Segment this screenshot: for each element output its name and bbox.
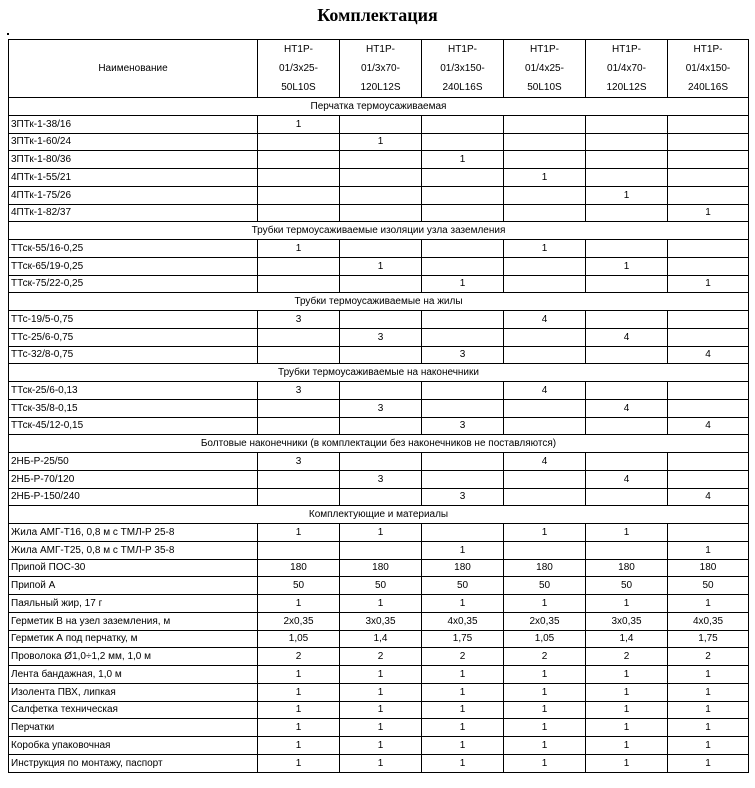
quantity-cell: 50	[258, 577, 340, 595]
quantity-cell	[586, 169, 668, 187]
quantity-cell: 1	[504, 719, 586, 737]
quantity-cell	[258, 417, 340, 435]
quantity-cell: 1,05	[504, 630, 586, 648]
item-name: Герметик А под перчатку, м	[9, 630, 258, 648]
quantity-cell: 2	[422, 648, 504, 666]
table-row	[9, 595, 749, 613]
quantity-cell: 1	[504, 240, 586, 258]
quantity-cell	[586, 275, 668, 293]
quantity-cell: 1	[422, 737, 504, 755]
quantity-cell	[340, 240, 422, 258]
quantity-cell: 1	[504, 595, 586, 613]
quantity-cell: 1	[422, 701, 504, 719]
quantity-cell: 1	[668, 204, 749, 222]
quantity-cell	[504, 151, 586, 169]
quantity-cell: 4х0,35	[422, 612, 504, 630]
quantity-cell	[668, 240, 749, 258]
table-row	[9, 524, 749, 542]
quantity-cell: 4х0,35	[668, 612, 749, 630]
quantity-cell: 180	[586, 559, 668, 577]
table-row	[9, 382, 749, 400]
quantity-cell	[422, 186, 504, 204]
quantity-cell: 1	[258, 754, 340, 772]
table-row	[9, 328, 749, 346]
item-name: 4ПТк-1-82/37	[9, 204, 258, 222]
quantity-cell	[422, 328, 504, 346]
item-name: ТТск-35/8-0,15	[9, 399, 258, 417]
quantity-cell	[586, 151, 668, 169]
quantity-cell: 1	[668, 754, 749, 772]
quantity-cell	[422, 382, 504, 400]
quantity-cell	[340, 488, 422, 506]
quantity-cell: 1	[586, 719, 668, 737]
quantity-cell: 1	[340, 257, 422, 275]
table-row	[9, 683, 749, 701]
quantity-cell	[422, 169, 504, 187]
item-name: Проволока Ø1,0÷1,2 мм, 1,0 м	[9, 648, 258, 666]
quantity-cell: 1	[504, 524, 586, 542]
quantity-cell: 3	[258, 311, 340, 329]
quantity-cell: 1	[504, 683, 586, 701]
quantity-cell: 4	[586, 328, 668, 346]
item-name: ТТс-32/8-0,75	[9, 346, 258, 364]
quantity-cell	[340, 204, 422, 222]
spec-table-body	[9, 98, 749, 773]
quantity-cell: 1	[258, 595, 340, 613]
quantity-cell	[668, 257, 749, 275]
dot-mark	[7, 33, 9, 35]
item-name: ТТск-75/22-0,25	[9, 275, 258, 293]
item-name: 4ПТк-1-55/21	[9, 169, 258, 187]
quantity-cell	[258, 169, 340, 187]
table-row	[9, 417, 749, 435]
quantity-cell: 1	[668, 737, 749, 755]
item-name: ТТс-19/5-0,75	[9, 311, 258, 329]
quantity-cell	[504, 399, 586, 417]
item-name: Перчатки	[9, 719, 258, 737]
table-row	[9, 541, 749, 559]
quantity-cell: 1,4	[340, 630, 422, 648]
quantity-cell	[504, 328, 586, 346]
item-name: Жила АМГ-Т16, 0,8 м с ТМЛ-Р 25-8	[9, 524, 258, 542]
quantity-cell: 1,75	[422, 630, 504, 648]
quantity-cell: 1	[504, 701, 586, 719]
section-title: Комплектующие и материалы	[9, 506, 749, 524]
quantity-cell	[504, 186, 586, 204]
section-row	[9, 222, 749, 240]
section-title: Трубки термоусаживаемые на наконечники	[9, 364, 749, 382]
table-row	[9, 169, 749, 187]
quantity-cell: 50	[340, 577, 422, 595]
quantity-cell: 4	[668, 417, 749, 435]
quantity-cell	[258, 133, 340, 151]
quantity-cell	[340, 186, 422, 204]
quantity-cell	[668, 169, 749, 187]
item-name: Припой ПОС-30	[9, 559, 258, 577]
quantity-cell	[258, 470, 340, 488]
quantity-cell: 4	[668, 488, 749, 506]
item-name: Жила АМГ-Т25, 0,8 м с ТМЛ-Р 35-8	[9, 541, 258, 559]
item-name: 2НБ-Р-25/50	[9, 453, 258, 471]
quantity-cell	[340, 346, 422, 364]
quantity-cell	[586, 240, 668, 258]
quantity-cell: 1	[258, 701, 340, 719]
table-row	[9, 346, 749, 364]
quantity-cell	[586, 204, 668, 222]
quantity-cell	[504, 488, 586, 506]
quantity-cell: 1	[340, 524, 422, 542]
quantity-cell	[586, 133, 668, 151]
quantity-cell	[586, 541, 668, 559]
quantity-cell	[668, 311, 749, 329]
item-name: Коробка упаковочная	[9, 737, 258, 755]
column-header: НТ1Р- 01/3х150- 240L16S	[422, 40, 504, 98]
item-name: Изолента ПВХ, липкая	[9, 683, 258, 701]
quantity-cell: 1	[668, 666, 749, 684]
quantity-cell: 3	[422, 488, 504, 506]
section-row	[9, 364, 749, 382]
quantity-cell: 1	[422, 719, 504, 737]
quantity-cell: 50	[668, 577, 749, 595]
quantity-cell	[340, 453, 422, 471]
quantity-cell: 1	[422, 275, 504, 293]
column-header: НТ1Р- 01/4х150- 240L16S	[668, 40, 749, 98]
quantity-cell	[258, 328, 340, 346]
quantity-cell: 1	[340, 737, 422, 755]
quantity-cell: 1	[340, 666, 422, 684]
quantity-cell	[504, 417, 586, 435]
table-row	[9, 630, 749, 648]
quantity-cell: 3	[340, 328, 422, 346]
page-title: Комплектация	[317, 5, 438, 25]
quantity-cell: 2х0,35	[258, 612, 340, 630]
quantity-cell: 2	[258, 648, 340, 666]
section-row	[9, 506, 749, 524]
table-row	[9, 204, 749, 222]
quantity-cell	[258, 541, 340, 559]
quantity-cell: 1	[258, 683, 340, 701]
quantity-cell: 1	[668, 541, 749, 559]
item-name: ТТск-55/16-0,25	[9, 240, 258, 258]
quantity-cell: 1,05	[258, 630, 340, 648]
quantity-cell	[668, 399, 749, 417]
quantity-cell: 1	[586, 683, 668, 701]
quantity-cell	[340, 541, 422, 559]
quantity-cell: 1	[422, 754, 504, 772]
quantity-cell: 1	[340, 133, 422, 151]
quantity-cell: 1	[422, 595, 504, 613]
quantity-cell: 2	[340, 648, 422, 666]
quantity-cell: 2х0,35	[504, 612, 586, 630]
quantity-cell	[422, 240, 504, 258]
quantity-cell: 3	[422, 417, 504, 435]
quantity-cell: 180	[258, 559, 340, 577]
quantity-cell	[422, 257, 504, 275]
quantity-cell: 1	[668, 275, 749, 293]
quantity-cell	[586, 453, 668, 471]
quantity-cell	[258, 399, 340, 417]
name-column-header: Наименование	[9, 40, 258, 98]
quantity-cell: 1,75	[668, 630, 749, 648]
table-row	[9, 577, 749, 595]
quantity-cell: 1	[340, 719, 422, 737]
quantity-cell	[258, 257, 340, 275]
quantity-cell	[422, 115, 504, 133]
quantity-cell: 180	[422, 559, 504, 577]
table-row	[9, 488, 749, 506]
quantity-cell: 180	[504, 559, 586, 577]
section-title: Болтовые наконечники (в комплектации без наконечников не поставляются)	[9, 435, 749, 453]
quantity-cell: 1	[668, 683, 749, 701]
column-header: НТ1Р- 01/3х25- 50L10S	[258, 40, 340, 98]
item-name: 2НБ-Р-150/240	[9, 488, 258, 506]
quantity-cell: 4	[504, 382, 586, 400]
quantity-cell: 1	[668, 701, 749, 719]
quantity-cell	[668, 328, 749, 346]
quantity-cell: 4	[504, 453, 586, 471]
item-name: 3ПТк-1-80/36	[9, 151, 258, 169]
quantity-cell	[258, 186, 340, 204]
quantity-cell: 1	[668, 719, 749, 737]
quantity-cell: 1	[504, 754, 586, 772]
quantity-cell: 1	[340, 701, 422, 719]
quantity-cell	[340, 417, 422, 435]
table-row	[9, 257, 749, 275]
table-row	[9, 612, 749, 630]
section-title: Трубки термоусаживаемые на жилы	[9, 293, 749, 311]
quantity-cell	[668, 382, 749, 400]
item-name: Лента бандажная, 1,0 м	[9, 666, 258, 684]
quantity-cell: 180	[340, 559, 422, 577]
spec-table	[8, 39, 749, 773]
quantity-cell	[258, 151, 340, 169]
quantity-cell	[422, 524, 504, 542]
header-row	[9, 40, 749, 98]
quantity-cell	[422, 470, 504, 488]
quantity-cell	[504, 470, 586, 488]
item-name: 2НБ-Р-70/120	[9, 470, 258, 488]
quantity-cell: 50	[504, 577, 586, 595]
item-name: Герметик В на узел заземления, м	[9, 612, 258, 630]
quantity-cell: 3	[340, 399, 422, 417]
table-row	[9, 240, 749, 258]
quantity-cell	[668, 186, 749, 204]
quantity-cell	[668, 151, 749, 169]
quantity-cell: 1	[504, 737, 586, 755]
quantity-cell: 3х0,35	[586, 612, 668, 630]
item-name: 3ПТк-1-38/16	[9, 115, 258, 133]
table-row	[9, 666, 749, 684]
quantity-cell: 1	[586, 524, 668, 542]
quantity-cell	[668, 453, 749, 471]
item-name: 3ПТк-1-60/24	[9, 133, 258, 151]
quantity-cell: 2	[586, 648, 668, 666]
section-title: Перчатка термоусаживаемая	[9, 98, 749, 116]
quantity-cell: 1	[340, 683, 422, 701]
quantity-cell	[258, 204, 340, 222]
quantity-cell	[586, 382, 668, 400]
quantity-cell: 1	[258, 240, 340, 258]
quantity-cell	[586, 115, 668, 133]
quantity-cell: 1	[586, 666, 668, 684]
quantity-cell: 1	[422, 683, 504, 701]
table-row	[9, 311, 749, 329]
quantity-cell	[258, 346, 340, 364]
quantity-cell: 1	[586, 701, 668, 719]
section-title: Трубки термоусаживаемые изоляции узла заземления	[9, 222, 749, 240]
quantity-cell	[668, 115, 749, 133]
quantity-cell: 1	[586, 595, 668, 613]
quantity-cell	[340, 169, 422, 187]
quantity-cell: 50	[586, 577, 668, 595]
table-row	[9, 470, 749, 488]
section-row	[9, 435, 749, 453]
table-row	[9, 737, 749, 755]
quantity-cell: 1	[258, 719, 340, 737]
table-row	[9, 275, 749, 293]
table-row	[9, 186, 749, 204]
quantity-cell	[668, 133, 749, 151]
quantity-cell: 4	[586, 399, 668, 417]
quantity-cell: 3х0,35	[340, 612, 422, 630]
quantity-cell	[504, 257, 586, 275]
table-row	[9, 719, 749, 737]
item-name: 4ПТк-1-75/26	[9, 186, 258, 204]
quantity-cell: 1	[422, 151, 504, 169]
quantity-cell: 1	[422, 666, 504, 684]
quantity-cell	[586, 346, 668, 364]
table-row	[9, 151, 749, 169]
table-row	[9, 754, 749, 772]
item-name: ТТск-65/19-0,25	[9, 257, 258, 275]
quantity-cell: 1	[258, 737, 340, 755]
table-row	[9, 133, 749, 151]
quantity-cell: 4	[586, 470, 668, 488]
quantity-cell	[504, 133, 586, 151]
quantity-cell	[340, 115, 422, 133]
quantity-cell: 180	[668, 559, 749, 577]
quantity-cell	[504, 275, 586, 293]
item-name: ТТск-45/12-0,15	[9, 417, 258, 435]
quantity-cell: 1	[258, 524, 340, 542]
table-row	[9, 115, 749, 133]
item-name: ТТс-25/6-0,75	[9, 328, 258, 346]
quantity-cell: 1	[586, 737, 668, 755]
quantity-cell: 50	[422, 577, 504, 595]
quantity-cell: 1	[422, 541, 504, 559]
quantity-cell	[504, 204, 586, 222]
quantity-cell: 1	[668, 595, 749, 613]
column-header: НТ1Р- 01/4х25- 50L10S	[504, 40, 586, 98]
quantity-cell: 4	[668, 346, 749, 364]
quantity-cell: 4	[504, 311, 586, 329]
quantity-cell	[422, 399, 504, 417]
quantity-cell	[258, 275, 340, 293]
quantity-cell: 1	[340, 754, 422, 772]
quantity-cell: 3	[340, 470, 422, 488]
table-row	[9, 701, 749, 719]
quantity-cell: 1	[504, 666, 586, 684]
quantity-cell: 1	[340, 595, 422, 613]
quantity-cell: 1,4	[586, 630, 668, 648]
quantity-cell: 2	[504, 648, 586, 666]
item-name: ТТск-25/6-0,13	[9, 382, 258, 400]
quantity-cell: 2	[668, 648, 749, 666]
quantity-cell	[422, 311, 504, 329]
table-row	[9, 648, 749, 666]
quantity-cell: 3	[422, 346, 504, 364]
quantity-cell: 1	[586, 754, 668, 772]
quantity-cell	[668, 524, 749, 542]
column-header: НТ1Р- 01/3х70- 120L12S	[340, 40, 422, 98]
item-name: Паяльный жир, 17 г	[9, 595, 258, 613]
quantity-cell: 1	[258, 115, 340, 133]
column-header: НТ1Р- 01/4х70- 120L12S	[586, 40, 668, 98]
section-row	[9, 98, 749, 116]
section-row	[9, 293, 749, 311]
quantity-cell	[668, 470, 749, 488]
quantity-cell	[340, 311, 422, 329]
quantity-cell	[340, 382, 422, 400]
table-row	[9, 399, 749, 417]
quantity-cell	[586, 417, 668, 435]
quantity-cell	[586, 488, 668, 506]
item-name: Салфетка техническая	[9, 701, 258, 719]
item-name: Инструкция по монтажу, паспорт	[9, 754, 258, 772]
quantity-cell	[340, 275, 422, 293]
table-row	[9, 559, 749, 577]
quantity-cell	[586, 311, 668, 329]
item-name: Припой А	[9, 577, 258, 595]
quantity-cell: 3	[258, 453, 340, 471]
quantity-cell: 1	[586, 186, 668, 204]
quantity-cell	[340, 151, 422, 169]
quantity-cell	[422, 133, 504, 151]
quantity-cell	[504, 541, 586, 559]
quantity-cell	[258, 488, 340, 506]
quantity-cell: 3	[258, 382, 340, 400]
quantity-cell	[504, 346, 586, 364]
table-row	[9, 453, 749, 471]
quantity-cell	[504, 115, 586, 133]
quantity-cell	[422, 453, 504, 471]
quantity-cell: 1	[586, 257, 668, 275]
quantity-cell: 1	[504, 169, 586, 187]
quantity-cell	[422, 204, 504, 222]
quantity-cell: 1	[258, 666, 340, 684]
